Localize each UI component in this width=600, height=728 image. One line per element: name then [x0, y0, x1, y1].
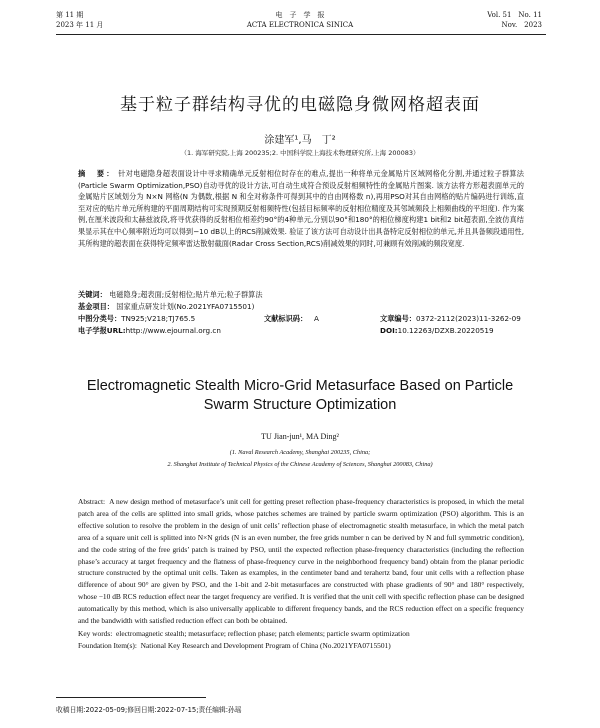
fund-zh [78, 301, 524, 312]
title-en-line2: Swarm Structure Optimization [203, 397, 397, 413]
keywords-zh-label: 关键词： [78, 290, 107, 299]
clc-value: TN925;V218;TJ765.5 [121, 314, 196, 323]
keywords-en-label: Key words: [78, 629, 113, 638]
keywords-en-text: electromagnetic stealth; metasurface; reflection phase; patch elements; particle swarm optimization [115, 629, 410, 638]
doc-code-label: 文献标识码： [264, 314, 308, 323]
affiliation-en-1: (1. Naval Research Academy, Shanghai 200235, China; [229, 449, 371, 456]
affiliations-zh: （1. 海军研究院,上海 200235;2. 中国科学院上海技术物理研究所,上海 200083） [180, 149, 420, 157]
abstract-zh [78, 168, 524, 249]
date-en: Nov. 2023 [501, 21, 542, 29]
classification-row [78, 313, 524, 324]
header-rule [56, 34, 546, 35]
keywords-en [78, 628, 524, 640]
footnote-dates: 收稿日期:2022-05-09;修回日期:2022-07-15;责任编辑:孙瑶 [56, 706, 242, 714]
url-row [78, 325, 524, 336]
foundation-en-text: National Key Research and Development Program of China (No.2021YFA0715501) [140, 641, 391, 650]
title-zh: 基于粒子群结构寻优的电磁隐身微网格超表面 [120, 95, 480, 115]
doi-label: DOI: [380, 326, 398, 335]
issue-zh: 第 11 期 [56, 11, 84, 19]
abstract-zh-text: 针对电磁隐身超表面设计中寻求精确单元反射相位时存在的难点,提出一种将单元金属贴片区域网格化分割,并通过粒子群算法(Particle Swarm Optimization,PSO)自动寻优的设计方法,可自动生成符合预设反射相频特性的金属贴片图案. 该方法将方形超表面单元的金属贴片区域划分为 N×N 网格(N 为偶数,根据 N 和全对称条件可得到其中的自由网格数 n),再用PSO对其自由网格的贴片编码进行训练,直至对应的贴片单元所构建的平面周期结构可实现预期反射相频特性(包括目标频率的反射相位精度及其邻域频段上相频曲线的平坦度). 作为案例,在厘米波段和太赫兹波段,将寻优获得的反射相位相差约90°的4种单元,分别以90°和180°的相位梯度构建1 bit和2 bit超表面,全波仿真结果显示其在中心频率附近均可以得到−10 dB以上的RCS削减效果. 验证了该方法可自动设计出具备特定反射相位的单元,并且具备频段通用性,其所构建的超表面在获得特定频率雷达散射截面(Radar Cross Section,RCS)削减效果的同时,可兼顾有效削减的频段宽度. [78, 169, 524, 248]
volume-number: Vol. 51 No. 11 [487, 11, 542, 19]
fund-zh-text: 国家重点研发计划(No.2021YFA0715501) [116, 302, 255, 311]
affiliation-en-2: 2. Shanghai Institute of Technical Physics of the Chinese Academy of Sciences, Shanghai 200083, China) [167, 461, 433, 468]
fund-zh-label: 基金项目： [78, 302, 114, 311]
doi-link[interactable]: 10.12263/DZXB.20220519 [397, 326, 494, 335]
keywords-zh [78, 289, 524, 301]
abstract-en-label: Abstract: [78, 497, 106, 506]
article-number-value: 0372-2112(2023)11-3262-09 [415, 314, 521, 323]
article-number-label: 文章编号： [380, 314, 416, 323]
journal-url-link[interactable]: http://www.ejournal.org.cn [125, 326, 221, 335]
journal-name-en: ACTA ELECTRONICA SINICA [246, 21, 354, 29]
foundation-en-label: Foundation Item(s): [78, 641, 137, 650]
abstract-en [78, 496, 524, 627]
abstract-en-text: A new design method of metasurface’s unit cell for getting preset reflection phase-frequency characteristics is proposed, in which the metal patch area of the cells are splitted into small grids, whose patches schemes are trained by particle swarm optimization (PSO) algorithm. This is an effective solution to resolve the problem in the design of unit cells’ reflection phase of electromagnetic stealth metasurface, in which the metal patch area of a square unit cell is splitted into N×N grids (N is an even number, the free grids number n can be derived by N and full symmetric condition), and the code string of the free grids’ patch is trained by PSO, until the expected reflection phase-frequency characteristics (including the reflection phase’s accuracy at target frequency and the flatness of phase-frequency curve in the neighborhood frequency band) obtain from the planar periodic structure constructed by the optimal unit cells. Taken as examples, in the centimeter band and terahertz band, four unit cells with a reflection phase difference of about 90° are given by PSO, and the 1-bit and 2-bit metasurfaces are constructed with phase gradients of 90° and 180° respectively, whose −10 dB RCS reduction effect near the target frequency are verified. It is verified that the unit cell with specific reflection phase can be designed automatically by this method, which is also universally applicable to different frequency bands, and the RCS reduction effect on a specific frequency and the bandwidth with satisfied reduction effect can both be obtained. [78, 497, 524, 626]
journal-url-label: 电子学报URL: [78, 326, 126, 335]
header-right [487, 10, 542, 30]
authors-en: TU Jian-jun¹, MA Ding² [261, 432, 339, 441]
title-en-line1: Electromagnetic Stealth Micro-Grid Metasurface Based on Particle [86, 378, 514, 394]
doc-code-value: A [314, 314, 319, 323]
clc-label: 中图分类号： [78, 314, 122, 323]
title-en [0, 377, 600, 415]
date-zh: 2023 年 11 月 [56, 21, 104, 29]
journal-name-zh: 电 子 学 报 [275, 11, 325, 19]
keywords-zh-text: 电磁隐身;超表面;反射相位;贴片单元;粒子群算法 [109, 290, 263, 299]
footnote-rule [56, 697, 206, 698]
abstract-zh-label: 摘 要： [78, 169, 116, 178]
authors-zh: 涂建军¹,马 丁² [264, 135, 336, 146]
foundation-en [78, 640, 524, 652]
